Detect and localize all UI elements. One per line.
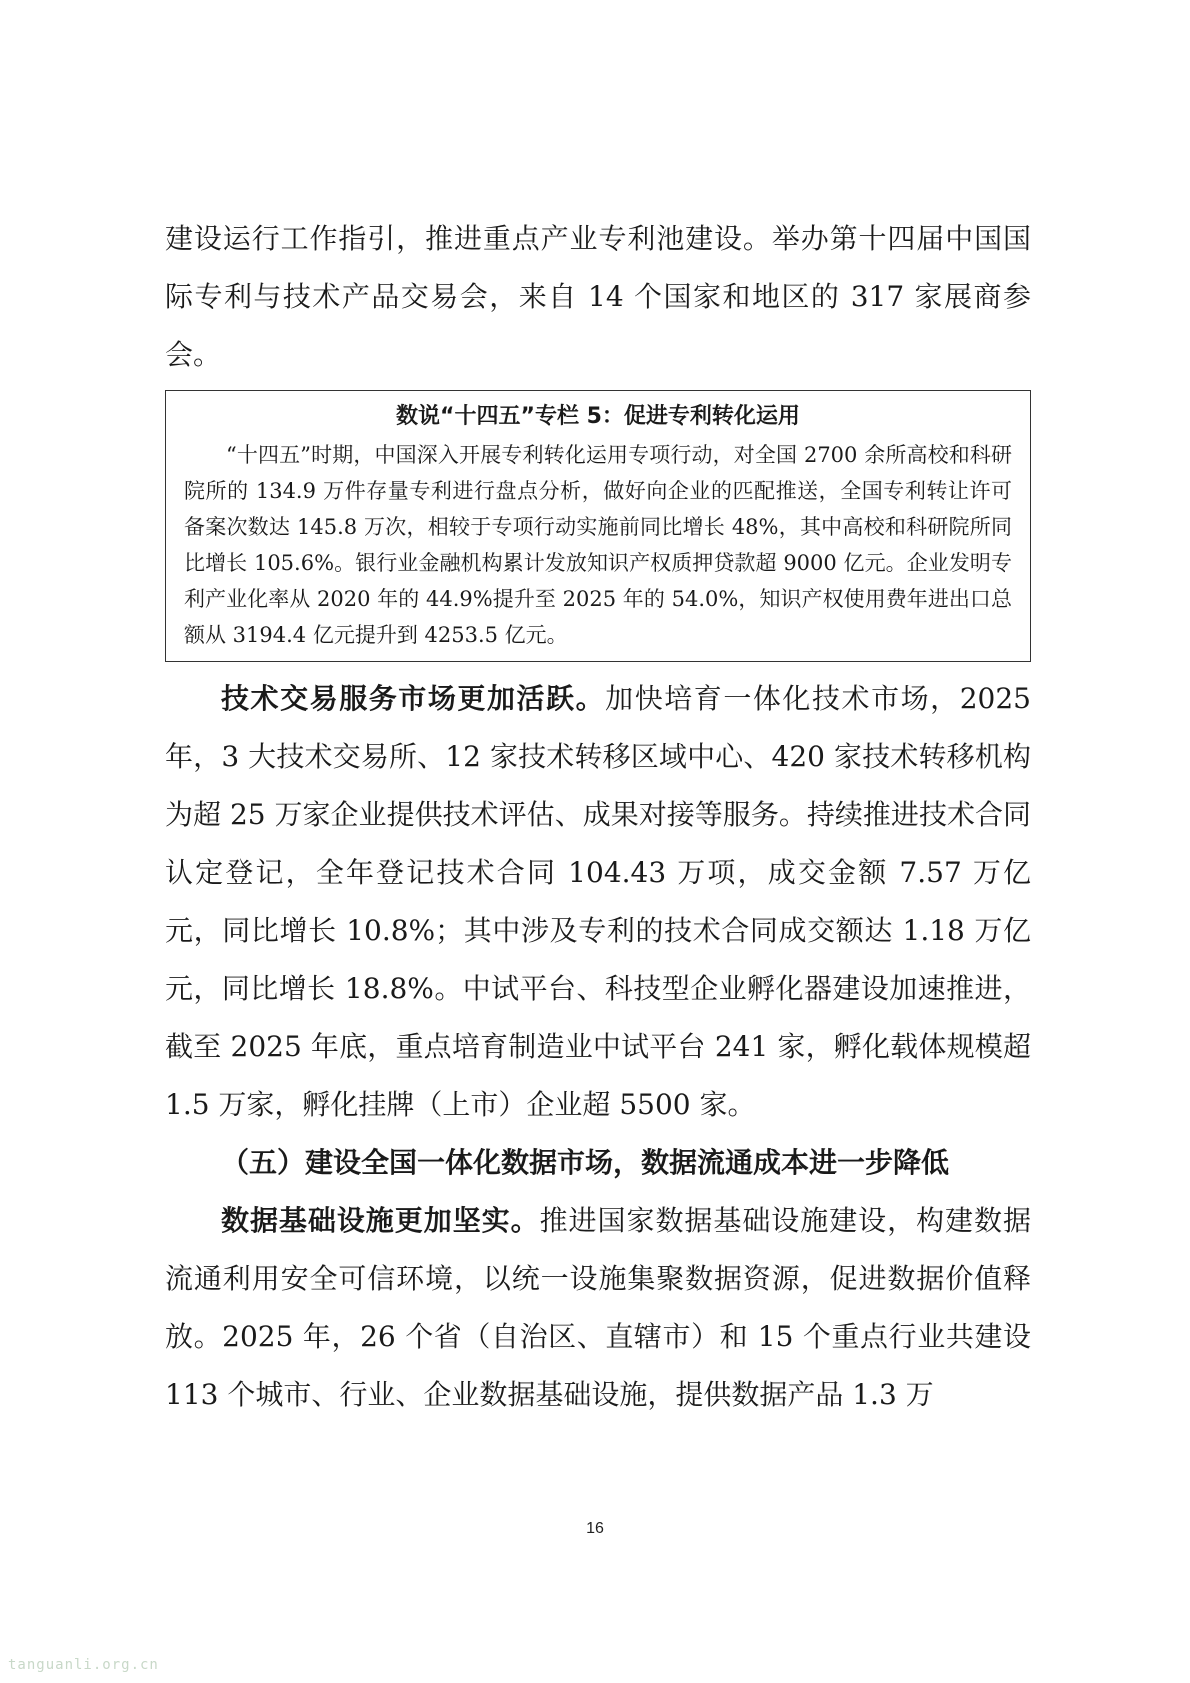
paragraph-tech-market-lead: 技术交易服务市场更加活跃。	[221, 682, 606, 715]
section-heading-5: （五）建设全国一体化数据市场，数据流通成本进一步降低	[221, 1146, 950, 1179]
paragraph-data-infrastructure-lead: 数据基础设施更加坚实。	[221, 1204, 540, 1237]
column-box-title: 数说“十四五”专栏 5：促进专利转化运用	[396, 404, 800, 429]
paragraph-data-infrastructure-body: 推进国家数据基础设施建设，构建数据流通利用安全可信环境，以统一设施集聚数据资源，促进数据价值释放。2025 年，26 个省（自治区、直辖市）和 15 个重点行业共建设 113 个城市、行业、企业数据基础设施，提供数据产品 1.3 万	[165, 1204, 1031, 1411]
paragraph-tech-market-body: 加快培育一体化技术市场，2025 年，3 大技术交易所、12 家技术转移区域中心、420 家技术转移机构为超 25 万家企业提供技术评估、成果对接等服务。持续推进技术合同认定登记，全年登记技术合同 104.43 万项，成交金额 7.57 万亿元，同比增长 10.8%；其中涉及专利的技术合同成交额达 1.18 万亿元，同比增长 18.8%。中试平台、科技型企业孵化器建设加速推进，截至 2025 年底，重点培育制造业中试平台 241 家，孵化载体规模超 1.5 万家，孵化挂牌（上市）企业超 5500 家。	[165, 682, 1031, 1121]
watermark: tanguanli.org.cn	[8, 1657, 159, 1673]
paragraph-tech-market	[165, 670, 1031, 1134]
column-box	[165, 390, 1031, 662]
document-body	[165, 210, 1031, 1424]
column-box-body: “十四五”时期，中国深入开展专利转化运用专项行动，对全国 2700 余所高校和科研院所的 134.9 万件存量专利进行盘点分析，做好向企业的匹配推送，全国专利转让许可备案次数达 145.8 万次，相较于专项行动实施前同比增长 48%，其中高校和科研院所同比增长 105.6%。银行业金融机构累计发放知识产权质押贷款超 9000 亿元。企业发明专利产业化率从 2020 年的 44.9%提升至 2025 年的 54.0%，知识产权使用费年进出口总额从 3194.4 亿元提升到 4253.5 亿元。	[184, 443, 1012, 647]
paragraph-patent-pool: 建设运行工作指引，推进重点产业专利池建设。举办第十四届中国国际专利与技术产品交易会，来自 14 个国家和地区的 317 家展商参会。	[165, 222, 1031, 371]
page-number: 16	[586, 1520, 604, 1537]
paragraph-data-infrastructure	[165, 1192, 1031, 1424]
